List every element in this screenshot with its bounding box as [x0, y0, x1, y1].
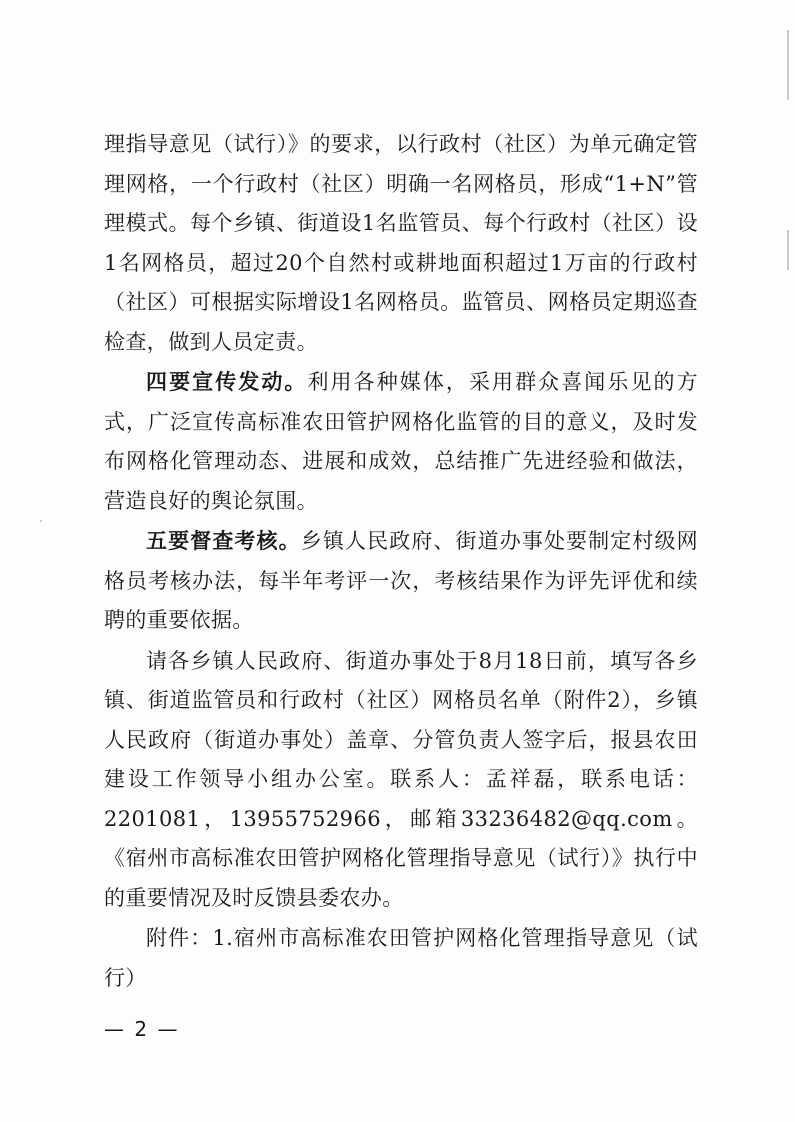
paragraph-heading: 四要宣传发动。 [146, 369, 308, 394]
paragraph-text: 请各乡镇人民政府、街道办事处于8月18日前，填写各乡镇、街道监管员和行政村（社区）网格员名单（附件2），乡镇人民政府（街道办事处）盖章、分管负责人签字后，报县农田建设工作领导小组办公室。联系人：孟祥磊，联系电话：2201081，13955752966，邮箱33236482@qq.com。《宿州市高标准农田管护网格化管理指导意见（试行）》执行中的重要情况及时反馈县委农办。 [104, 648, 698, 910]
paragraph-attachment [104, 918, 698, 998]
paragraph-grid-management [104, 124, 698, 362]
paragraph-heading: 五要督查考核。 [146, 528, 301, 553]
paragraph-publicity [104, 362, 698, 521]
paragraph-supervision [104, 521, 698, 641]
paragraph-submission-request [104, 641, 698, 919]
paragraph-text: 乡镇人民政府、街道办事处要制定村级网格员考核办法，每半年考评一次，考核结果作为评先评优和续聘的重要依据。 [104, 529, 698, 632]
paragraph-text: 附件：1.宿州市高标准农田管护网格化管理指导意见（试行） [104, 926, 698, 990]
paragraph-text: 理指导意见（试行）》的要求，以行政村（社区）为单元确定管理网格，一个行政村（社区）明确一名网格员，形成“1+N”管理模式。每个乡镇、街道设1名监管员、每个行政村（社区）设1名网格员，超过20个自然村或耕地面积超过1万亩的行政村（社区）可根据实际增设1名网格员。监管员、网格员定期巡查检查，做到人员定责。 [104, 132, 698, 354]
body-text [104, 124, 698, 998]
scan-edge-mark [787, 230, 789, 270]
scan-edge-mark [787, 30, 789, 100]
scan-speck [40, 520, 42, 522]
paragraph-text: 利用各种媒体，采用群众喜闻乐见的方式，广泛宣传高标准农田管护网格化监管的目的意义，及时发布网格化管理动态、进展和成效，总结推广先进经验和做法，营造良好的舆论氛围。 [104, 370, 698, 513]
page-number: — 2 — [104, 1017, 180, 1041]
